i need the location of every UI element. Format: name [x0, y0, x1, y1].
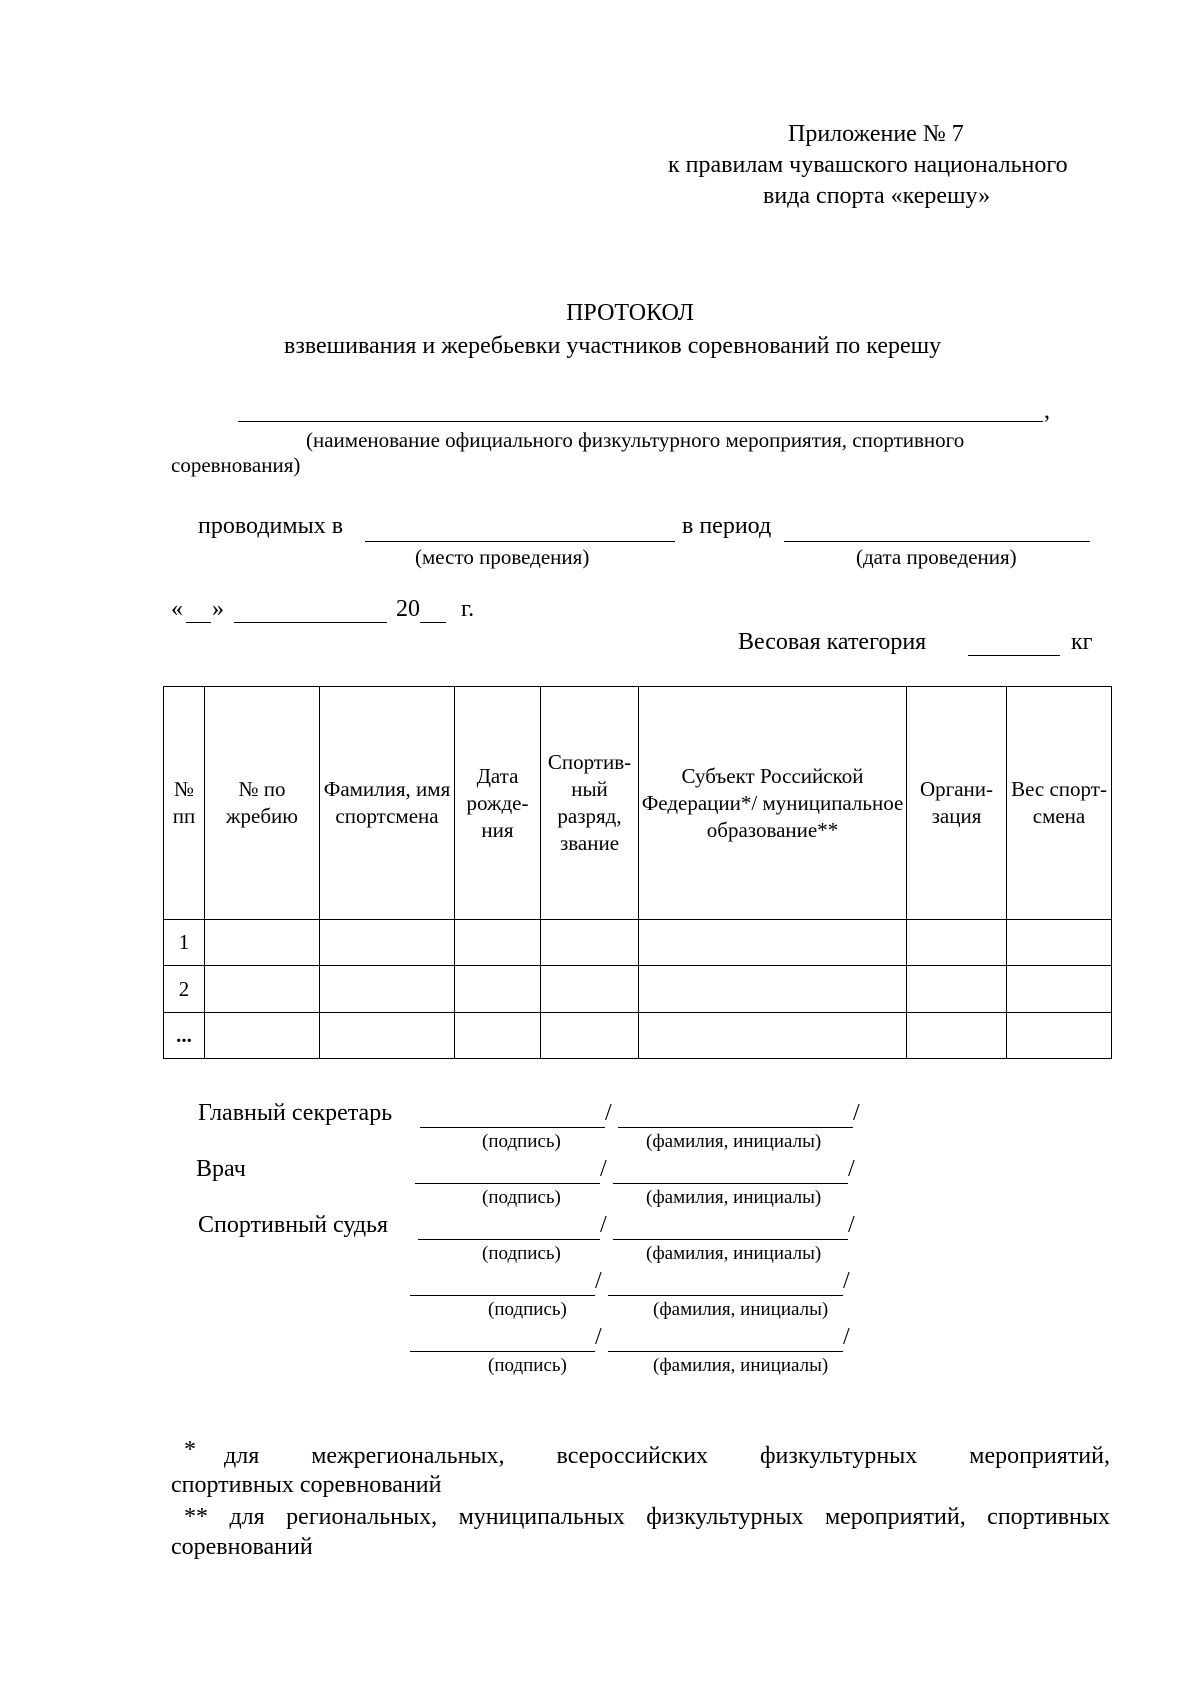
slash: / [843, 1324, 850, 1350]
name-line [613, 1183, 848, 1184]
year-prefix: 20 [396, 596, 420, 622]
signature-line [415, 1183, 600, 1184]
table-cell [541, 1012, 639, 1058]
event-caption-cont: соревнования) [171, 453, 301, 477]
month-line [234, 622, 387, 623]
signature-line [410, 1351, 595, 1352]
name-caption: (фамилия, инициалы) [646, 1243, 822, 1264]
judge-label: Спортивный судья [198, 1212, 389, 1238]
table-cell [320, 1012, 455, 1058]
table-cell [1007, 966, 1112, 1012]
open-quote: « [171, 596, 183, 622]
header-draw-number: № по жребию [205, 687, 320, 920]
table-cell [541, 966, 639, 1012]
name-line [608, 1295, 843, 1296]
table-cell [205, 920, 320, 966]
table-row [164, 1012, 1112, 1058]
year-line [420, 622, 446, 623]
document-title: ПРОТОКОЛ [566, 300, 694, 326]
day-line [186, 622, 211, 623]
signature-line [420, 1127, 605, 1128]
slash: / [848, 1212, 855, 1238]
weight-category-label: Весовая категория [738, 629, 927, 655]
place-caption: (место проведения) [415, 545, 590, 569]
slash: / [600, 1212, 607, 1238]
period-line [784, 541, 1090, 542]
slash: / [605, 1100, 612, 1126]
table-row [164, 920, 1112, 966]
close-quote: » [212, 596, 224, 622]
header-organization: Органи-зация [907, 687, 1007, 920]
table-row [164, 966, 1112, 1012]
row-number: 2 [164, 966, 205, 1012]
sign-caption: (подпись) [488, 1299, 567, 1320]
table-cell [455, 966, 541, 1012]
footnote-1-word: для [224, 1443, 260, 1469]
sign-caption: (подпись) [482, 1243, 561, 1264]
footnote-1-mark: * [184, 1437, 196, 1463]
annex-rules-line: к правилам чувашского национального [668, 152, 1068, 178]
footnote-2-line2: соревнований [171, 1534, 313, 1560]
table-cell [639, 920, 907, 966]
table-cell [1007, 920, 1112, 966]
slash: / [600, 1156, 607, 1182]
signature-line [410, 1295, 595, 1296]
name-line [613, 1239, 848, 1240]
slash: / [595, 1268, 602, 1294]
slash: / [595, 1324, 602, 1350]
annex-sport-line: вида спорта «керешу» [763, 183, 991, 209]
name-caption: (фамилия, инициалы) [653, 1299, 829, 1320]
doctor-label: Врач [196, 1156, 246, 1182]
table-cell [541, 920, 639, 966]
footnote-1-word: межрегиональных, [311, 1443, 505, 1469]
table-cell [907, 966, 1007, 1012]
annex-number: Приложение № 7 [788, 121, 964, 147]
period-label: в период [682, 513, 772, 539]
table-cell [907, 1012, 1007, 1058]
table-cell [205, 1012, 320, 1058]
slash: / [853, 1100, 860, 1126]
event-name-line [238, 421, 1043, 422]
slash: / [848, 1156, 855, 1182]
signature-line [418, 1239, 600, 1240]
table-cell [455, 920, 541, 966]
chief-secretary-label: Главный секретарь [198, 1100, 393, 1126]
weight-unit: кг [1071, 629, 1093, 655]
header-number: № пп [164, 687, 205, 920]
event-comma: , [1044, 398, 1050, 424]
footnote-1-line2: спортивных соревнований [171, 1472, 442, 1498]
name-line [618, 1127, 853, 1128]
header-athlete-weight: Вес спорт-смена [1007, 687, 1112, 920]
weight-line [968, 655, 1060, 656]
year-suffix: г. [461, 596, 475, 622]
footnote-1-word: физкультурных [760, 1443, 918, 1469]
table-cell [1007, 1012, 1112, 1058]
footnote-2-line1: ** для региональных, муниципальных физкультурных мероприятий, спортивных [184, 1504, 1110, 1530]
slash: / [843, 1268, 850, 1294]
footnote-1-line1 [224, 1443, 1110, 1470]
sign-caption: (подпись) [488, 1355, 567, 1376]
footnote-1-word: всероссийских [556, 1443, 709, 1469]
sign-caption: (подпись) [482, 1187, 561, 1208]
table-cell [455, 1012, 541, 1058]
header-region: Субъект Российской Федерации*/ муниципальное образование** [639, 687, 907, 920]
table-cell [639, 966, 907, 1012]
sign-caption: (подпись) [482, 1131, 561, 1152]
place-line [365, 541, 675, 542]
held-in-label: проводимых в [198, 513, 344, 539]
participants-table [163, 686, 1112, 1059]
header-birth-date: Дата рожде-ния [455, 687, 541, 920]
document-subtitle: взвешивания и жеребьевки участников соревнований по керешу [284, 333, 942, 359]
table-cell [320, 920, 455, 966]
name-caption: (фамилия, инициалы) [653, 1355, 829, 1376]
event-caption: (наименование официального физкультурного мероприятия, спортивного [306, 428, 965, 452]
name-line [608, 1351, 843, 1352]
name-caption: (фамилия, инициалы) [646, 1131, 822, 1152]
table-cell [205, 966, 320, 1012]
header-athlete-name: Фамилия, имя спортсмена [320, 687, 455, 920]
footnote-1-word: мероприятий, [969, 1443, 1110, 1469]
row-number: ... [164, 1012, 205, 1058]
table-cell [907, 920, 1007, 966]
table-cell [320, 966, 455, 1012]
header-sport-rank: Спортив-ный разряд, звание [541, 687, 639, 920]
name-caption: (фамилия, инициалы) [646, 1187, 822, 1208]
row-number: 1 [164, 920, 205, 966]
date-caption: (дата проведения) [856, 545, 1017, 569]
table-cell [639, 1012, 907, 1058]
